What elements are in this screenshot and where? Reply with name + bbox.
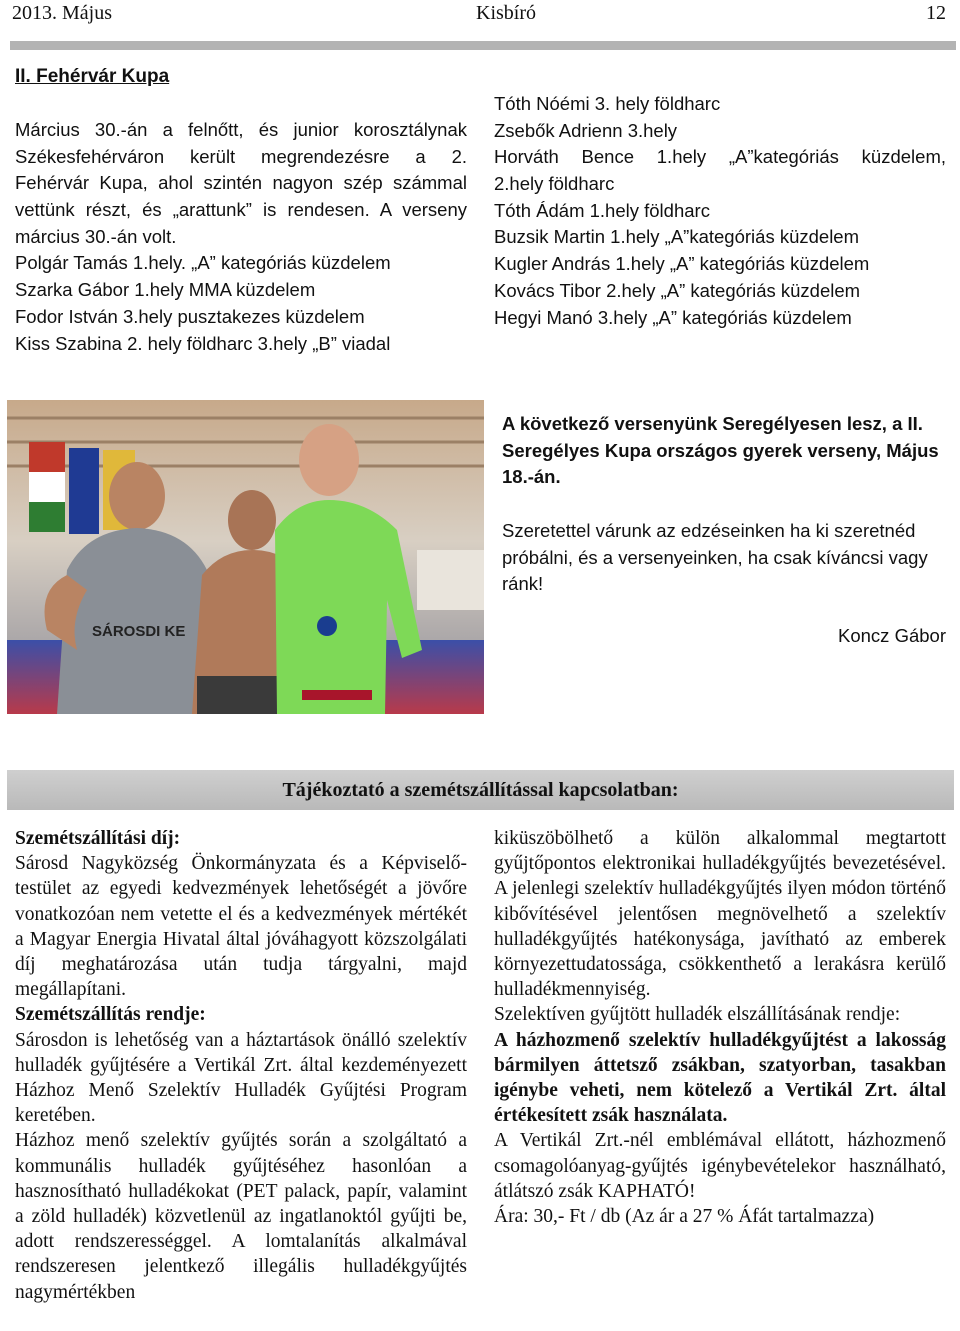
- bag-price: Ára: 30,- Ft / db (Az ár a 27 % Áfát tartalmazza): [494, 1206, 875, 1228]
- text-line: Fehérvár Kupa, ahol szintén nagyon szép számmal: [15, 172, 467, 194]
- result-line: Zsebők Adrienn 3.hely: [494, 119, 678, 141]
- invitation: Szeretettel várunk az edzéseinken ha ki szeretnéd próbálni, és a versenyeinken, ha csak kíváncsi vagy ránk!: [502, 519, 928, 595]
- text-line: Március 30.-án a felnőtt, és junior korosztálynak: [15, 119, 467, 140]
- result-line: Polgár Tamás 1.hely. „A” kategóriás küzdelem: [15, 252, 391, 274]
- result-line: Tóth Ádám 1.hely földharc: [494, 199, 710, 221]
- text-line: Székesfehérváron került megrendezésre a 2.: [15, 145, 467, 167]
- flag: [69, 448, 99, 534]
- issue-date: 2013. Május: [12, 2, 112, 24]
- section-banner: Tájékoztató a szemétszállítással kapcsolatban:: [7, 770, 954, 810]
- result-line: Kovács Tibor 2.hely „A” kategóriás küzdelem: [494, 279, 861, 301]
- flag: [29, 472, 65, 502]
- result-line: Kiss Szabina 2. hely földharc 3.hely „B” viadal: [15, 332, 391, 354]
- schedule-paragraph: Szelektíven gyűjtött hulladék elszállításának rendje:: [494, 1004, 901, 1026]
- bag-notice: A házhozmenő szelektív hulladékgyűjtést a lakosság bármilyen áttetsző zsákban, szatyorban, tasakban igénybe veheti, nem kötelező a Vertikál Zrt. által értékesített zsák használata.: [494, 1029, 946, 1127]
- result-line: Horváth Bence 1.hely „A”kategóriás küzdelem,: [494, 146, 946, 168]
- article-title: II. Fehérvár Kupa: [15, 66, 170, 87]
- fee-paragraph: Sárosd Nagyközség Önkormányzata és a Képviselő-testület az egyedi kedvezmények lehetőségét a jövőre vonatkozóan nem vetette el és a kedvezmények mértékét a Magyar Energia Hivatal által jóváhagyott közszolgálati díj meghatározása után tudja tárgyalni, majd megállapítani.: [15, 853, 467, 1001]
- text-line: március 30.-án volt.: [15, 225, 177, 247]
- text-line: vettünk részt, és „arattunk” is rendesen. A verseny: [15, 199, 467, 221]
- result-line: 2.hely földharc: [494, 173, 615, 195]
- result-line: Szarka Gábor 1.hely MMA küzdelem: [15, 279, 316, 301]
- order-paragraph: Sárosdon is lehetőség van a háztartások önálló szelektív hulladék gyűjtésére a Vertikál Zrt. által kezdeményezett Házhoz Menő Szelektív Hulladék Gyűjtési Program keretében.: [15, 1029, 467, 1127]
- order-heading: Szemétszállítás rendje:: [15, 1004, 206, 1026]
- kupa-left-column: [15, 117, 467, 357]
- header-rule: [10, 41, 956, 50]
- result-line: Fodor István 3.hely pusztakezes küzdelem: [15, 305, 365, 327]
- newsletter-title: Kisbíró: [476, 2, 536, 24]
- photo-illustration: [7, 400, 484, 714]
- bag-availability: A Vertikál Zrt.-nél emblémával ellátott, házhozmenő csomagolóanyag-gyűjtés igénybevételekor használható, átlátszó zsák KAPHATÓ!: [494, 1130, 946, 1202]
- order-paragraph: Házhoz menő szelektív gyűjtés során a szolgáltató a kommunális hulladék gyűjtéséhez hasonlóan a hasznosítható hulladékokat (PET palack, papír, valamint a zöld hulladék) közvetlenül az ingatlanoktól gyűjti be, adott rendszerességgel. A lomtalanítás alkalmával rendszeresen jelentkező illegális hulladékgyűjtés nagymértékben: [15, 1130, 467, 1303]
- announcement: A következő versenyünk Seregélyesen lesz, a II. Seregélyes Kupa országos gyerek verseny, Május 18.-án.: [502, 413, 939, 488]
- flag: [29, 502, 65, 532]
- waste-left-column: [15, 826, 467, 1305]
- next-competition: [502, 411, 946, 598]
- author-signature: Koncz Gábor: [838, 625, 946, 646]
- result-line: Buzsik Martin 1.hely „A”kategóriás küzdelem: [494, 226, 860, 248]
- page-header: [12, 0, 946, 30]
- page-number: 12: [926, 2, 946, 24]
- result-line: Hegyi Manó 3.hely „A” kategóriás küzdelem: [494, 306, 852, 328]
- fee-heading: Szemétszállítási díj:: [15, 828, 181, 849]
- fighters-photo: [7, 400, 484, 714]
- waste-right-column: [494, 826, 946, 1229]
- shirt-print: SÁROSDI KE: [92, 623, 186, 640]
- result-line: Kugler András 1.hely „A” kategóriás küzdelem: [494, 253, 870, 275]
- kupa-right-column: [494, 91, 946, 331]
- result-line: Tóth Nóémi 3. hely földharc: [494, 93, 721, 114]
- waste-paragraph: kiküszöbölhető a külön alkalommal megtartott gyűjtőpontos elektronikai hulladékgyűjtés bevezetésével. A jelenlegi szelektív hulladékgyűjtés ilyen módon történő kibővítésével jelentősen megnövelhető a szelektív hulladékgyűjtés hatékonysága, javítható az emberek környezettudatossága, csökkenthető a lerakásra kerülő hulladékmennyiség.: [494, 828, 946, 1001]
